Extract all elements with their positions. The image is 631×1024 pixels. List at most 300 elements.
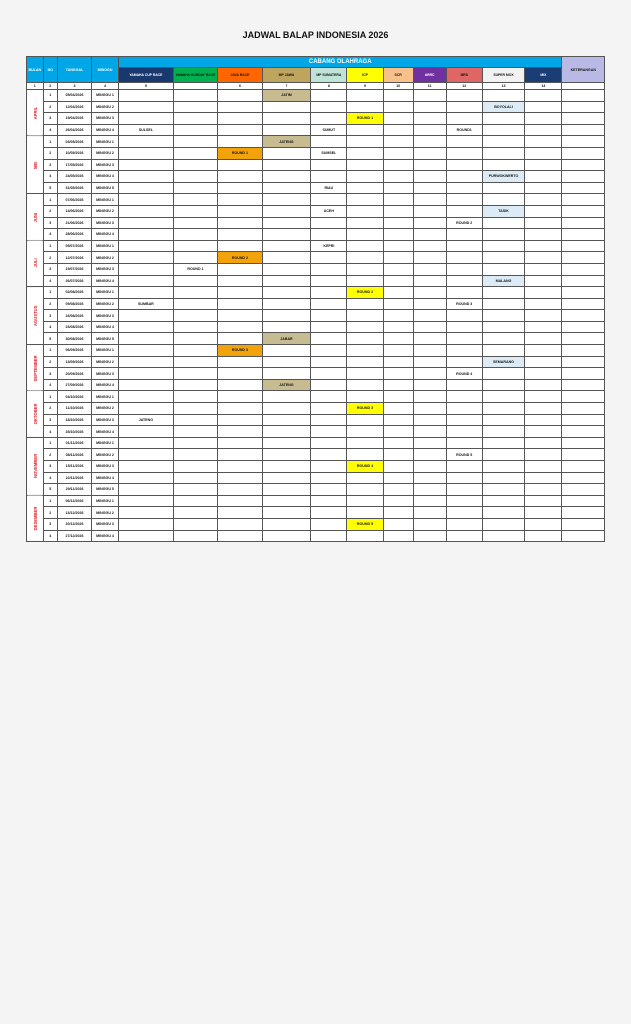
empty-cell	[413, 461, 446, 473]
empty-cell	[482, 298, 524, 310]
header-no: NO	[43, 57, 57, 83]
empty-cell	[525, 275, 562, 287]
empty-cell	[218, 263, 262, 275]
empty-cell	[446, 159, 482, 171]
empty-cell	[118, 484, 173, 496]
table-row	[27, 356, 605, 368]
date-cell: 21/06/2026	[58, 217, 92, 229]
keterangan-cell	[562, 159, 605, 171]
empty-cell	[413, 414, 446, 426]
empty-cell	[446, 147, 482, 159]
week-cell: MINGGU 4	[92, 229, 119, 241]
empty-cell	[383, 426, 413, 438]
empty-cell	[413, 217, 446, 229]
empty-cell	[383, 333, 413, 345]
empty-cell	[446, 426, 482, 438]
empty-cell	[413, 205, 446, 217]
column-number: 1	[27, 83, 44, 90]
empty-cell	[173, 252, 217, 264]
empty-cell	[413, 507, 446, 519]
empty-cell	[413, 356, 446, 368]
empty-cell	[525, 171, 562, 183]
row-number: 5	[43, 484, 57, 496]
table-row	[27, 90, 605, 102]
empty-cell	[525, 426, 562, 438]
week-cell: MINGGU 4	[92, 171, 119, 183]
row-number: 1	[43, 90, 57, 102]
row-number: 4	[43, 472, 57, 484]
empty-cell	[383, 356, 413, 368]
column-number: 9	[347, 83, 383, 90]
empty-cell	[173, 287, 217, 299]
empty-cell	[482, 90, 524, 102]
empty-cell	[525, 263, 562, 275]
empty-cell	[118, 147, 173, 159]
empty-cell	[262, 345, 311, 357]
event-cell: ROUND 1	[347, 113, 383, 125]
empty-cell	[446, 414, 482, 426]
empty-cell	[311, 368, 347, 380]
empty-cell	[413, 171, 446, 183]
empty-cell	[218, 298, 262, 310]
empty-cell	[413, 484, 446, 496]
empty-cell	[383, 368, 413, 380]
empty-cell	[383, 194, 413, 206]
month-label: MEI	[27, 136, 44, 194]
date-cell: 22/11/2026	[58, 472, 92, 484]
row-number: 2	[43, 205, 57, 217]
empty-cell	[311, 252, 347, 264]
empty-cell	[413, 182, 446, 194]
empty-cell	[118, 495, 173, 507]
date-cell: 12/07/2026	[58, 252, 92, 264]
table-row	[27, 391, 605, 403]
empty-cell	[218, 449, 262, 461]
week-cell: MINGGU 3	[92, 159, 119, 171]
empty-cell	[218, 368, 262, 380]
column-number: 10	[383, 83, 413, 90]
date-cell: 25/10/2026	[58, 426, 92, 438]
week-cell: MINGGU 2	[92, 449, 119, 461]
empty-cell	[262, 507, 311, 519]
empty-cell	[118, 391, 173, 403]
date-cell: 17/05/2026	[58, 159, 92, 171]
date-cell: 18/10/2026	[58, 414, 92, 426]
keterangan-cell	[562, 472, 605, 484]
row-number: 2	[43, 507, 57, 519]
table-row	[27, 101, 605, 113]
empty-cell	[347, 507, 383, 519]
empty-cell	[347, 159, 383, 171]
empty-cell	[383, 240, 413, 252]
empty-cell	[118, 345, 173, 357]
empty-cell	[413, 194, 446, 206]
empty-cell	[525, 310, 562, 322]
empty-cell	[525, 472, 562, 484]
date-cell: 29/11/2026	[58, 484, 92, 496]
empty-cell	[311, 298, 347, 310]
header-keterangan: KETERANGAN	[562, 57, 605, 83]
empty-cell	[118, 507, 173, 519]
empty-cell	[311, 217, 347, 229]
empty-cell	[173, 101, 217, 113]
empty-cell	[173, 507, 217, 519]
empty-cell	[446, 229, 482, 241]
empty-cell	[173, 518, 217, 530]
empty-cell	[347, 124, 383, 136]
date-cell: 05/07/2026	[58, 240, 92, 252]
empty-cell	[347, 484, 383, 496]
empty-cell	[262, 229, 311, 241]
empty-cell	[218, 391, 262, 403]
date-cell: 23/08/2026	[58, 321, 92, 333]
week-cell: MINGGU 2	[92, 403, 119, 415]
keterangan-cell	[562, 171, 605, 183]
empty-cell	[383, 101, 413, 113]
header-mrs: MRS	[446, 68, 482, 83]
empty-cell	[173, 379, 217, 391]
empty-cell	[413, 426, 446, 438]
empty-cell	[262, 391, 311, 403]
keterangan-cell	[562, 275, 605, 287]
week-cell: MINGGU 1	[92, 136, 119, 148]
keterangan-cell	[562, 414, 605, 426]
empty-cell	[482, 379, 524, 391]
empty-cell	[311, 449, 347, 461]
empty-cell	[482, 287, 524, 299]
empty-cell	[173, 275, 217, 287]
empty-cell	[347, 252, 383, 264]
empty-cell	[446, 205, 482, 217]
empty-cell	[118, 252, 173, 264]
week-cell: MINGGU 1	[92, 437, 119, 449]
empty-cell	[173, 403, 217, 415]
header-icp: ICP	[347, 68, 383, 83]
keterangan-cell	[562, 252, 605, 264]
empty-cell	[347, 310, 383, 322]
empty-cell	[525, 368, 562, 380]
table-row	[27, 368, 605, 380]
empty-cell	[118, 426, 173, 438]
row-number: 3	[43, 310, 57, 322]
event-cell: ROUND 5	[446, 449, 482, 461]
empty-cell	[347, 90, 383, 102]
empty-cell	[311, 287, 347, 299]
empty-cell	[482, 461, 524, 473]
keterangan-cell	[562, 530, 605, 542]
empty-cell	[347, 298, 383, 310]
table-row	[27, 171, 605, 183]
empty-cell	[218, 90, 262, 102]
schedule-body	[27, 90, 605, 542]
column-number: 5	[118, 83, 173, 90]
keterangan-cell	[562, 182, 605, 194]
month-label: JULI	[27, 240, 44, 286]
empty-cell	[383, 437, 413, 449]
empty-cell	[311, 403, 347, 415]
empty-cell	[383, 136, 413, 148]
empty-cell	[262, 321, 311, 333]
empty-cell	[383, 379, 413, 391]
empty-cell	[173, 426, 217, 438]
empty-cell	[173, 159, 217, 171]
empty-cell	[525, 321, 562, 333]
keterangan-cell	[562, 287, 605, 299]
empty-cell	[118, 159, 173, 171]
week-cell: MINGGU 4	[92, 472, 119, 484]
empty-cell	[383, 229, 413, 241]
date-cell: 03/05/2026	[58, 136, 92, 148]
empty-cell	[173, 217, 217, 229]
empty-cell	[311, 414, 347, 426]
empty-cell	[446, 495, 482, 507]
empty-cell	[118, 368, 173, 380]
empty-cell	[218, 217, 262, 229]
empty-cell	[525, 345, 562, 357]
empty-cell	[218, 194, 262, 206]
keterangan-cell	[562, 391, 605, 403]
empty-cell	[262, 368, 311, 380]
empty-cell	[482, 414, 524, 426]
date-cell: 26/07/2026	[58, 275, 92, 287]
table-row	[27, 275, 605, 287]
empty-cell	[383, 518, 413, 530]
empty-cell	[262, 217, 311, 229]
empty-cell	[173, 345, 217, 357]
date-cell: 01/11/2026	[58, 437, 92, 449]
date-cell: 28/06/2026	[58, 229, 92, 241]
week-cell: MINGGU 1	[92, 287, 119, 299]
keterangan-cell	[562, 194, 605, 206]
empty-cell	[173, 182, 217, 194]
header-arrc: ARRC	[413, 68, 446, 83]
empty-cell	[347, 345, 383, 357]
empty-cell	[482, 310, 524, 322]
table-row	[27, 217, 605, 229]
empty-cell	[446, 333, 482, 345]
empty-cell	[118, 472, 173, 484]
table-row	[27, 113, 605, 125]
row-number: 3	[43, 263, 57, 275]
empty-cell	[482, 252, 524, 264]
month-label: JUNI	[27, 194, 44, 240]
empty-cell	[118, 217, 173, 229]
empty-cell	[262, 449, 311, 461]
table-row	[27, 507, 605, 519]
keterangan-cell	[562, 333, 605, 345]
empty-cell	[525, 333, 562, 345]
empty-cell	[218, 310, 262, 322]
date-cell: 26/04/2026	[58, 124, 92, 136]
row-number: 1	[43, 136, 57, 148]
empty-cell	[218, 356, 262, 368]
row-number: 4	[43, 530, 57, 542]
date-cell: 15/11/2026	[58, 461, 92, 473]
empty-cell	[446, 263, 482, 275]
keterangan-cell	[562, 403, 605, 415]
table-row	[27, 229, 605, 241]
empty-cell	[218, 495, 262, 507]
week-cell: MINGGU 3	[92, 217, 119, 229]
keterangan-cell	[562, 379, 605, 391]
empty-cell	[218, 159, 262, 171]
row-number: 3	[43, 414, 57, 426]
keterangan-cell	[562, 124, 605, 136]
empty-cell	[118, 310, 173, 322]
empty-cell	[525, 518, 562, 530]
empty-cell	[218, 461, 262, 473]
document-title: JADWAL BALAP INDONESIA 2026	[242, 30, 389, 40]
empty-cell	[446, 472, 482, 484]
empty-cell	[118, 333, 173, 345]
event-cell: ROUND 2	[446, 217, 482, 229]
empty-cell	[525, 495, 562, 507]
empty-cell	[446, 252, 482, 264]
empty-cell	[383, 484, 413, 496]
date-cell: 06/12/2026	[58, 495, 92, 507]
table-row	[27, 205, 605, 217]
month-label: NOVEMBER	[27, 437, 44, 495]
date-cell: 14/06/2026	[58, 205, 92, 217]
empty-cell	[218, 182, 262, 194]
empty-cell	[311, 426, 347, 438]
table-row	[27, 182, 605, 194]
row-number: 2	[43, 101, 57, 113]
empty-cell	[347, 530, 383, 542]
empty-cell	[218, 403, 262, 415]
empty-cell	[525, 356, 562, 368]
empty-cell	[118, 263, 173, 275]
empty-cell	[446, 461, 482, 473]
keterangan-cell	[562, 368, 605, 380]
empty-cell	[311, 333, 347, 345]
empty-cell	[347, 101, 383, 113]
empty-cell	[525, 147, 562, 159]
week-cell: MINGGU 4	[92, 124, 119, 136]
date-cell: 12/04/2026	[58, 101, 92, 113]
header-mix: MIX	[525, 68, 562, 83]
row-number: 1	[43, 495, 57, 507]
empty-cell	[446, 194, 482, 206]
table-row	[27, 414, 605, 426]
week-cell: MINGGU 4	[92, 321, 119, 333]
schedule-table	[26, 56, 605, 542]
empty-cell	[118, 136, 173, 148]
date-cell: 16/08/2026	[58, 310, 92, 322]
empty-cell	[347, 182, 383, 194]
week-cell: MINGGU 2	[92, 205, 119, 217]
column-number: 13	[482, 83, 524, 90]
empty-cell	[347, 275, 383, 287]
empty-cell	[446, 345, 482, 357]
empty-cell	[482, 147, 524, 159]
empty-cell	[525, 391, 562, 403]
column-number	[562, 83, 605, 90]
date-cell: 19/04/2026	[58, 113, 92, 125]
empty-cell	[347, 217, 383, 229]
empty-cell	[118, 356, 173, 368]
empty-cell	[262, 159, 311, 171]
empty-cell	[311, 90, 347, 102]
empty-cell	[347, 229, 383, 241]
header-yamaha-cup-race: YAMAHA CUP RACE	[118, 68, 173, 83]
table-row	[27, 449, 605, 461]
row-number: 3	[43, 518, 57, 530]
empty-cell	[525, 113, 562, 125]
date-cell: 30/08/2026	[58, 333, 92, 345]
empty-cell	[482, 437, 524, 449]
empty-cell	[118, 403, 173, 415]
week-cell: MINGGU 5	[92, 333, 119, 345]
keterangan-cell	[562, 518, 605, 530]
table-row	[27, 495, 605, 507]
empty-cell	[525, 414, 562, 426]
empty-cell	[218, 437, 262, 449]
table-row	[27, 321, 605, 333]
table-row	[27, 263, 605, 275]
empty-cell	[262, 101, 311, 113]
empty-cell	[383, 182, 413, 194]
empty-cell	[525, 298, 562, 310]
empty-cell	[525, 240, 562, 252]
empty-cell	[525, 136, 562, 148]
week-cell: MINGGU 2	[92, 298, 119, 310]
date-cell: 20/09/2026	[58, 368, 92, 380]
empty-cell	[525, 449, 562, 461]
column-number: 3	[58, 83, 92, 90]
empty-cell	[383, 495, 413, 507]
row-number: 2	[43, 147, 57, 159]
table-row	[27, 333, 605, 345]
keterangan-cell	[562, 101, 605, 113]
row-number: 2	[43, 298, 57, 310]
row-number: 1	[43, 345, 57, 357]
column-number: 8	[311, 83, 347, 90]
month-label: AGUSTUS	[27, 287, 44, 345]
empty-cell	[218, 124, 262, 136]
event-cell: ROUND 3	[218, 345, 262, 357]
week-cell: MINGGU 3	[92, 368, 119, 380]
keterangan-cell	[562, 229, 605, 241]
empty-cell	[173, 437, 217, 449]
column-number: 2	[43, 83, 57, 90]
empty-cell	[525, 403, 562, 415]
empty-cell	[413, 298, 446, 310]
empty-cell	[347, 240, 383, 252]
empty-cell	[173, 171, 217, 183]
empty-cell	[218, 275, 262, 287]
empty-cell	[525, 101, 562, 113]
empty-cell	[118, 530, 173, 542]
month-label: APRIL	[27, 90, 44, 136]
column-number	[173, 83, 217, 90]
row-number: 2	[43, 252, 57, 264]
table-row	[27, 518, 605, 530]
column-number-row	[27, 83, 605, 90]
column-number: 6	[218, 83, 262, 90]
empty-cell	[413, 90, 446, 102]
date-cell: 04/10/2026	[58, 391, 92, 403]
empty-cell	[482, 263, 524, 275]
header-java-race: JAVA RACE	[218, 68, 262, 83]
table-row	[27, 252, 605, 264]
table-row	[27, 310, 605, 322]
empty-cell	[262, 472, 311, 484]
empty-cell	[118, 518, 173, 530]
empty-cell	[173, 205, 217, 217]
empty-cell	[347, 356, 383, 368]
event-cell: BOYOLALI	[482, 101, 524, 113]
